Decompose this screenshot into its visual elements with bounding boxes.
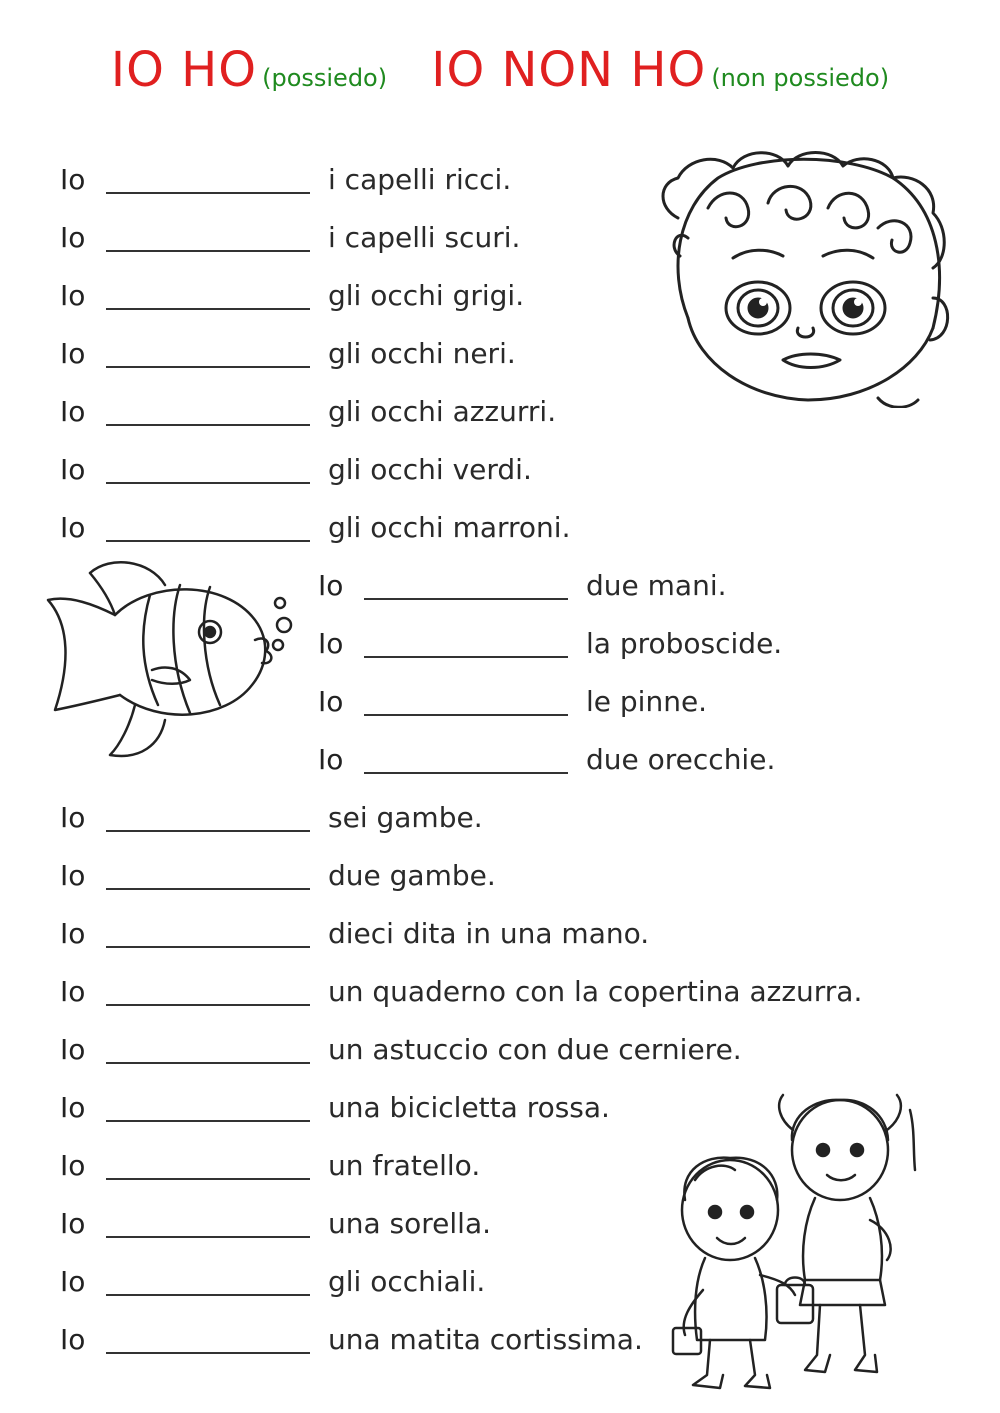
answer-blank[interactable] bbox=[106, 806, 310, 832]
title-io-non-ho-note: (non possiedo) bbox=[711, 64, 890, 92]
exercise-row-6 bbox=[60, 450, 532, 490]
exercise-row-21 bbox=[60, 1320, 643, 1360]
exercise-phrase: due mani. bbox=[586, 569, 727, 602]
exercise-row-18 bbox=[60, 1146, 480, 1186]
answer-blank[interactable] bbox=[106, 922, 310, 948]
exercise-phrase: i capelli ricci. bbox=[328, 163, 512, 196]
exercise-phrase: un fratello. bbox=[328, 1149, 481, 1182]
title-io-non-ho: IO NON HO bbox=[431, 42, 707, 98]
exercise-row-2 bbox=[60, 218, 520, 258]
exercise-phrase: un astuccio con due cerniere. bbox=[328, 1033, 742, 1066]
exercise-row-1 bbox=[60, 160, 511, 200]
exercise-row-15 bbox=[60, 972, 862, 1012]
answer-blank[interactable] bbox=[106, 226, 310, 252]
exercise-phrase: sei gambe. bbox=[328, 801, 483, 834]
subject-label: Io bbox=[60, 1091, 86, 1124]
exercise-phrase: le pinne. bbox=[586, 685, 708, 718]
exercise-phrase: una bicicletta rossa. bbox=[328, 1091, 610, 1124]
subject-label: Io bbox=[60, 1033, 86, 1066]
exercise-phrase: la proboscide. bbox=[586, 627, 783, 660]
subject-label: Io bbox=[60, 511, 86, 544]
exercise-row-13 bbox=[60, 856, 496, 896]
exercise-row-3 bbox=[60, 276, 524, 316]
exercise-row-12 bbox=[60, 798, 483, 838]
answer-blank[interactable] bbox=[106, 284, 310, 310]
answer-blank[interactable] bbox=[106, 1038, 310, 1064]
answer-blank[interactable] bbox=[106, 400, 310, 426]
exercise-phrase: due gambe. bbox=[328, 859, 496, 892]
boy-face-drawing bbox=[648, 148, 960, 408]
answer-blank[interactable] bbox=[106, 1270, 310, 1296]
exercise-phrase: gli occhi neri. bbox=[328, 337, 516, 370]
subject-label: Io bbox=[60, 221, 86, 254]
exercise-phrase: i capelli scuri. bbox=[328, 221, 521, 254]
subject-label: Io bbox=[60, 395, 86, 428]
title-io-ho: IO HO bbox=[110, 42, 257, 98]
subject-label: Io bbox=[60, 859, 86, 892]
exercise-row-5 bbox=[60, 392, 556, 432]
exercise-phrase: gli occhi marroni. bbox=[328, 511, 571, 544]
exercise-row-19 bbox=[60, 1204, 491, 1244]
subject-label: Io bbox=[60, 1149, 86, 1182]
subject-label: Io bbox=[318, 627, 344, 660]
exercise-phrase: gli occhi verdi. bbox=[328, 453, 532, 486]
subject-label: Io bbox=[60, 337, 86, 370]
exercise-row-16 bbox=[60, 1030, 742, 1070]
answer-blank[interactable] bbox=[106, 980, 310, 1006]
answer-blank[interactable] bbox=[106, 1328, 310, 1354]
answer-blank[interactable] bbox=[364, 748, 568, 774]
subject-label: Io bbox=[60, 279, 86, 312]
exercise-phrase: una sorella. bbox=[328, 1207, 492, 1240]
subject-label: Io bbox=[318, 743, 344, 776]
answer-blank[interactable] bbox=[106, 168, 310, 194]
exercise-row-14 bbox=[60, 914, 649, 954]
answer-blank[interactable] bbox=[106, 516, 310, 542]
subject-label: Io bbox=[60, 975, 86, 1008]
answer-blank[interactable] bbox=[364, 574, 568, 600]
exercise-row-8 bbox=[318, 566, 727, 606]
answer-blank[interactable] bbox=[106, 458, 310, 484]
subject-label: Io bbox=[60, 1323, 86, 1356]
subject-label: Io bbox=[318, 685, 344, 718]
exercise-phrase: due orecchie. bbox=[586, 743, 776, 776]
exercise-phrase: gli occhi azzurri. bbox=[328, 395, 557, 428]
answer-blank[interactable] bbox=[364, 632, 568, 658]
subject-label: Io bbox=[60, 163, 86, 196]
worksheet-title bbox=[0, 42, 1000, 98]
exercise-phrase: una matita cortissima. bbox=[328, 1323, 643, 1356]
answer-blank[interactable] bbox=[106, 1212, 310, 1238]
two-children-drawing bbox=[665, 1090, 935, 1395]
answer-blank[interactable] bbox=[106, 1154, 310, 1180]
exercise-row-9 bbox=[318, 624, 782, 664]
exercise-row-7 bbox=[60, 508, 570, 548]
exercise-phrase: un quaderno con la copertina azzurra. bbox=[328, 975, 863, 1008]
exercise-phrase: gli occhi grigi. bbox=[328, 279, 525, 312]
exercise-row-11 bbox=[318, 740, 775, 780]
exercise-phrase: dieci dita in una mano. bbox=[328, 917, 650, 950]
answer-blank[interactable] bbox=[106, 864, 310, 890]
subject-label: Io bbox=[60, 453, 86, 486]
subject-label: Io bbox=[60, 1207, 86, 1240]
answer-blank[interactable] bbox=[364, 690, 568, 716]
exercise-row-10 bbox=[318, 682, 707, 722]
subject-label: Io bbox=[60, 917, 86, 950]
title-io-ho-note: (possiedo) bbox=[262, 64, 388, 92]
fish-drawing bbox=[40, 555, 300, 765]
exercise-phrase: gli occhiali. bbox=[328, 1265, 486, 1298]
exercise-row-17 bbox=[60, 1088, 610, 1128]
subject-label: Io bbox=[318, 569, 344, 602]
subject-label: Io bbox=[60, 1265, 86, 1298]
exercise-row-20 bbox=[60, 1262, 485, 1302]
answer-blank[interactable] bbox=[106, 1096, 310, 1122]
answer-blank[interactable] bbox=[106, 342, 310, 368]
subject-label: Io bbox=[60, 801, 86, 834]
exercise-row-4 bbox=[60, 334, 516, 374]
